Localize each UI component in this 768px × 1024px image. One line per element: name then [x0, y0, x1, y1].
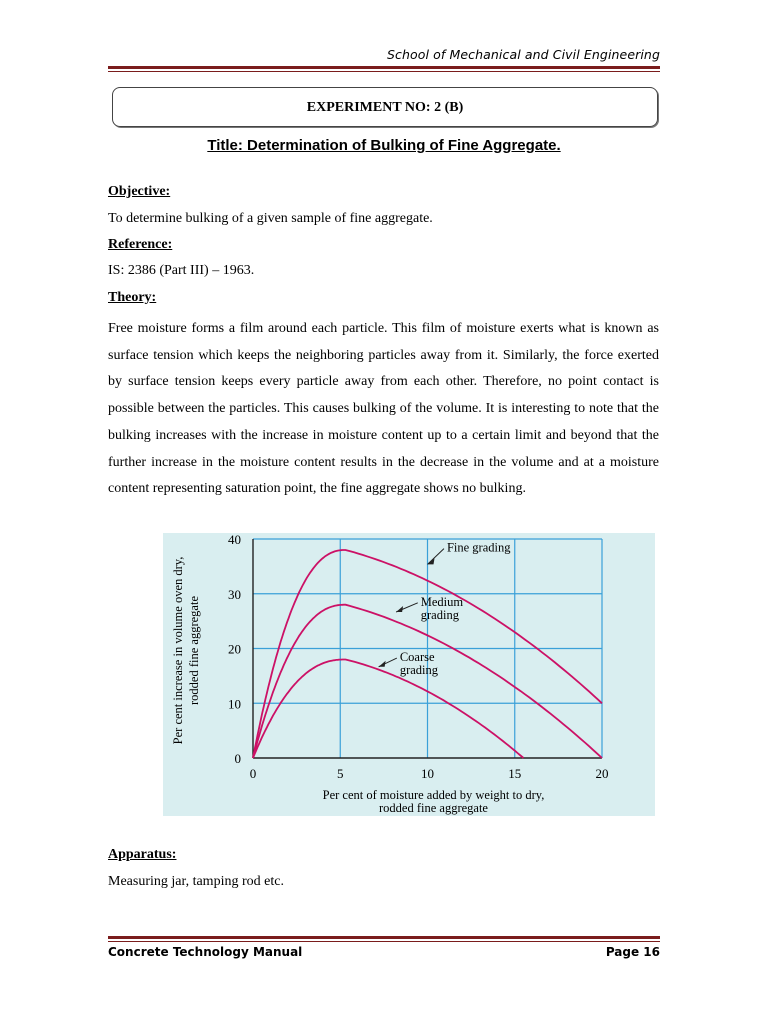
- series-label-2-line-1: grading: [399, 663, 439, 678]
- theory-heading: Theory:: [108, 290, 157, 305]
- y-tick-label-20: 20: [228, 641, 241, 657]
- x-axis-label-line-0: Per cent of moisture added by weight to dry,: [322, 788, 545, 802]
- x-tick-label-0: 0: [249, 766, 257, 781]
- x-tick-label-10: 10: [421, 766, 434, 781]
- footer-page-number: Page 16: [605, 945, 660, 959]
- header-school-name: School of Mechanical and Civil Engineering: [386, 47, 660, 62]
- header-rule-thin: [108, 71, 660, 72]
- experiment-number: EXPERIMENT NO: 2 (B): [306, 100, 464, 115]
- header-rule-thick: [108, 66, 660, 69]
- objective-heading: Objective:: [108, 184, 171, 199]
- objective-text: To determine bulking of a given sample of fine aggregate.: [108, 211, 433, 226]
- curve-coarse-grading: [253, 660, 524, 759]
- bulking-chart-svg: [163, 533, 655, 816]
- bulking-chart: [163, 533, 655, 816]
- theory-text: Free moisture forms a film around each particle. This film of moisture exerts what is known as surface tension which keeps the neighboring particles away from it. Similarly, the force exerted by surface tension keeps every particle away from each other. Therefore, no point contact is possible between the particles. This causes bulking of the volume. It is interesting to note that the bulking increases with the increase in moisture content up to a certain limit and beyond that the further increase in the moisture content results in the decrease in the volume and at a moisture content representing saturation point, the fine aggregate shows no bulking.: [108, 321, 659, 497]
- experiment-number-box: [112, 87, 658, 127]
- y-tick-label-10: 10: [228, 696, 241, 712]
- series-label-arrow-0: [428, 549, 444, 565]
- x-tick-label-5: 5: [337, 766, 344, 781]
- y-tick-label-40: 40: [228, 533, 241, 547]
- x-tick-label-15: 15: [508, 766, 522, 781]
- reference-text: IS: 2386 (Part III) – 1963.: [108, 263, 255, 278]
- x-axis-label-line-1: rodded fine aggregate: [379, 801, 488, 815]
- series-label-1-line-0: Medium: [420, 594, 464, 609]
- series-label-1-line-1: grading: [420, 607, 459, 622]
- footer-rule-thin: [108, 941, 660, 942]
- reference-heading: Reference:: [108, 237, 173, 252]
- series-label-0-line-0: Fine grading: [446, 540, 511, 555]
- y-tick-label-0: 0: [234, 751, 241, 766]
- x-tick-label-20: 20: [595, 766, 609, 781]
- footer-rule-thick: [108, 936, 660, 939]
- series-label-2-line-0: Coarse: [399, 650, 435, 665]
- y-axis-label-line-0: Per cent increase in volume oven dry,: [171, 556, 185, 745]
- apparatus-heading: Apparatus:: [108, 847, 177, 862]
- y-axis-label-line-1: rodded fine aggregate: [187, 596, 201, 705]
- experiment-title: Title: Determination of Bulking of Fine Aggregate.: [207, 137, 561, 154]
- footer-manual-name: Concrete Technology Manual: [108, 945, 303, 959]
- y-tick-label-30: 30: [228, 586, 241, 602]
- apparatus-text: Measuring jar, tamping rod etc.: [108, 874, 284, 889]
